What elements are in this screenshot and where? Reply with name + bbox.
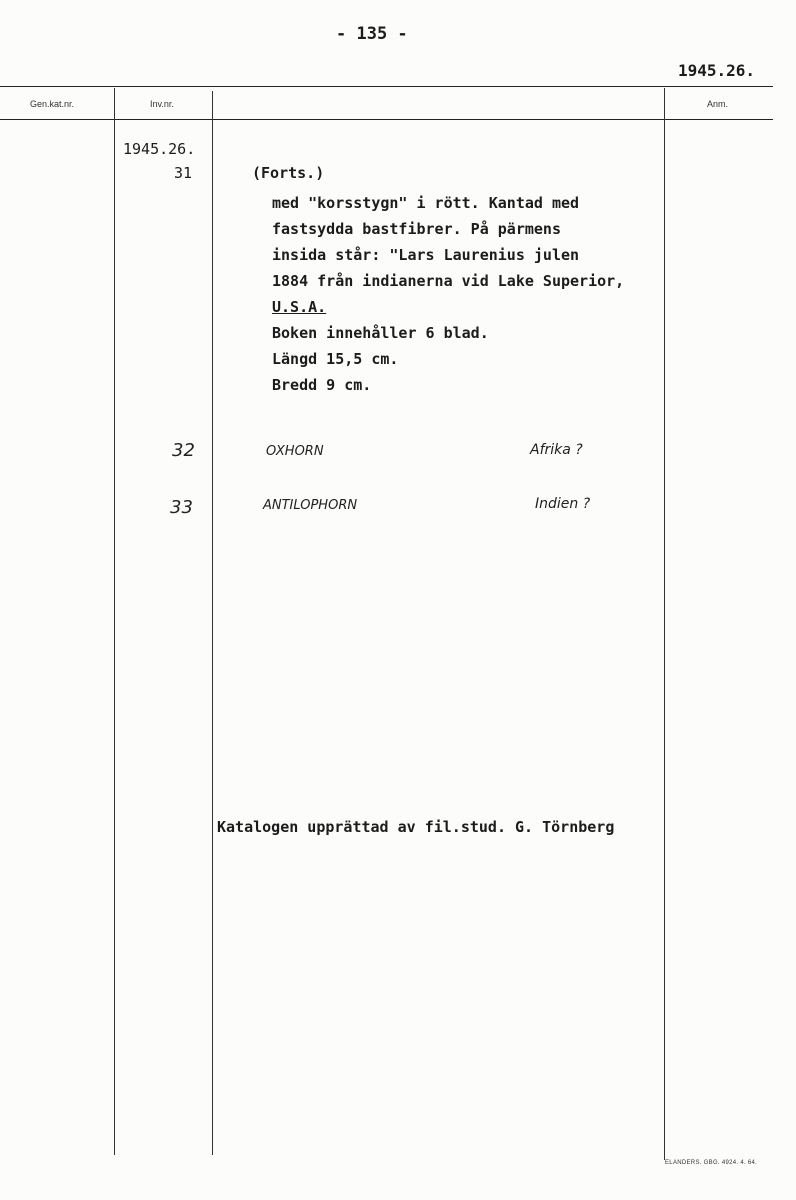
column-header-inv-nr: Inv.nr. xyxy=(150,99,174,109)
item-31-number: 31 xyxy=(174,164,193,182)
item-31-description-line: 1884 från indianerna vid Lake Superior, xyxy=(272,272,625,290)
item-31-description-line: fastsydda bastfibrer. På pärmens xyxy=(272,220,561,238)
column-header-anm: Anm. xyxy=(707,99,729,109)
column-divider-desc-anm xyxy=(664,88,665,1160)
item-31-description-line: med "korsstygn" i rött. Kantad med xyxy=(272,194,580,212)
top-reference-number: 1945.26. xyxy=(678,61,756,80)
column-divider-inv-desc xyxy=(212,91,213,1155)
item-31-description-line: Längd 15,5 cm. xyxy=(272,350,399,368)
item-32-note: Afrika ? xyxy=(530,442,583,458)
page-number: - 135 - xyxy=(336,24,408,44)
item-32-name: OXHORN xyxy=(266,444,324,459)
header-top-rule xyxy=(0,86,773,87)
entry-year: 1945.26. xyxy=(123,140,196,158)
item-32-number: 32 xyxy=(172,440,195,461)
item-31-description-line: U.S.A. xyxy=(272,298,327,316)
item-33-number: 33 xyxy=(170,497,193,518)
item-31-description-line: Bredd 9 cm. xyxy=(272,376,372,394)
column-header-gen-kat-nr: Gen.kat.nr. xyxy=(30,99,75,109)
header-bottom-rule xyxy=(0,119,773,120)
item-31-description-line: (Forts.) xyxy=(252,164,325,182)
item-33-note: Indien ? xyxy=(535,496,591,512)
item-33-name: ANTILOPHORN xyxy=(263,498,358,513)
catalog-author-note: Katalogen upprättad av fil.stud. G. Törnberg xyxy=(217,818,615,836)
item-31-description-line: Boken innehåller 6 blad. xyxy=(272,324,489,342)
item-31-description-line: insida står: "Lars Laurenius julen xyxy=(272,246,580,264)
printer-mark: ELANDERS. GBG. 4924. 4. 64. xyxy=(665,1160,758,1166)
column-divider-gen-inv xyxy=(114,88,115,1155)
